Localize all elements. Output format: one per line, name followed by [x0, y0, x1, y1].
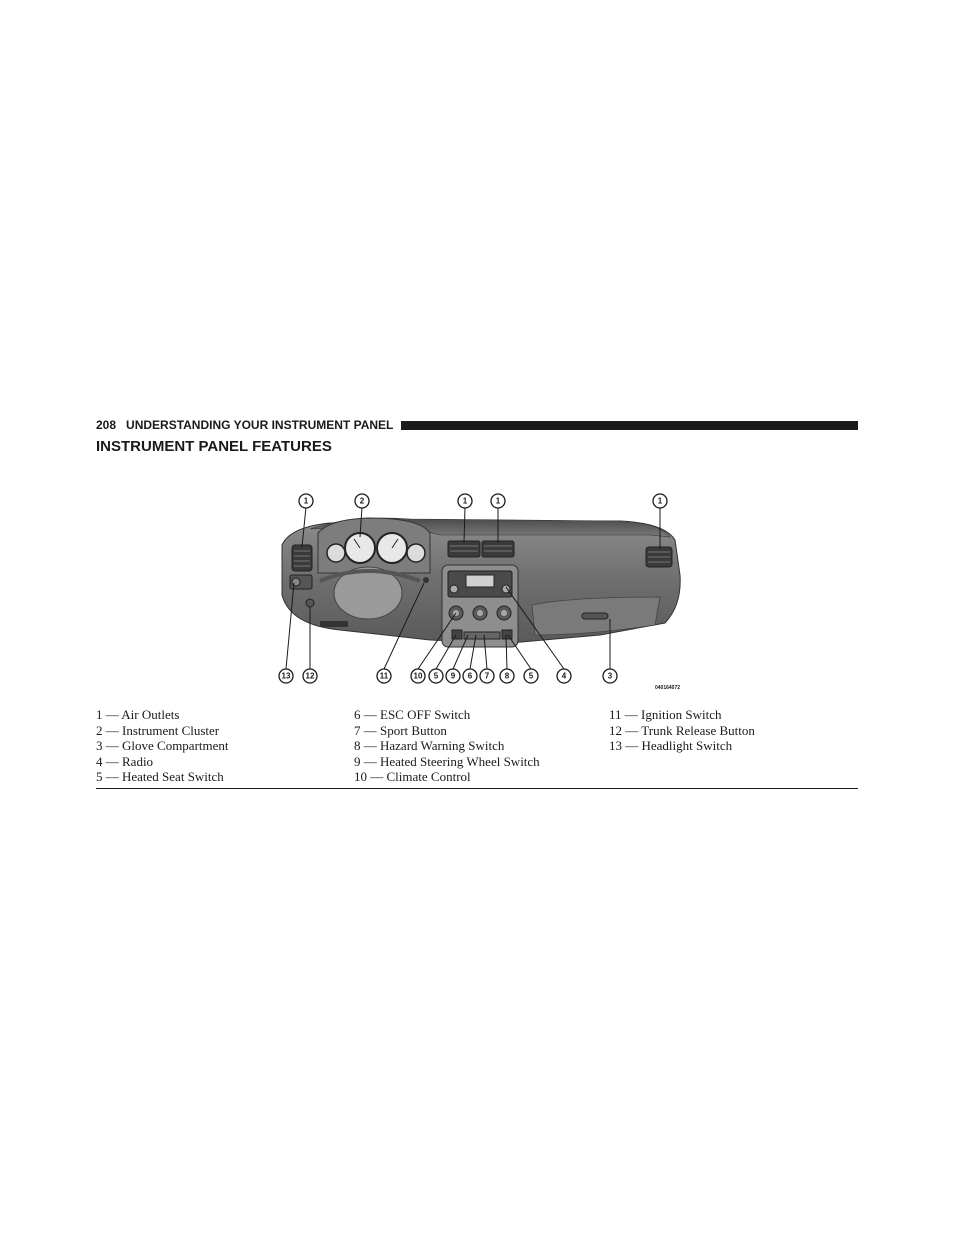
legend-item: 12 — Trunk Release Button [609, 722, 755, 738]
legend-item: 10 — Climate Control [354, 769, 471, 784]
callout-top-2 [355, 494, 369, 508]
legend-item: 9 — Heated Steering Wheel Switch [354, 753, 540, 769]
svg-text:6: 6 [467, 671, 473, 681]
legend-bottom-rule [96, 788, 858, 789]
callout-bottom-9 [500, 669, 514, 683]
legend-column-1 [96, 707, 229, 785]
image-code: 040164072 [655, 685, 681, 691]
dashboard-drawing [270, 485, 700, 700]
legend-item: 7 — Sport Button [354, 722, 447, 738]
legend-column-2 [354, 707, 540, 785]
callout-bottom-5 [429, 669, 443, 683]
svg-text:13: 13 [281, 671, 291, 681]
svg-text:3: 3 [607, 671, 613, 681]
legend-item: 5 — Heated Seat Switch [96, 769, 224, 784]
legend-item: 2 — Instrument Cluster [96, 722, 220, 738]
callout-bottom-3 [377, 669, 391, 683]
svg-text:1: 1 [462, 496, 468, 506]
legend-column-3 [609, 707, 755, 754]
svg-text:8: 8 [504, 671, 510, 681]
callout-bottom-1 [279, 669, 293, 683]
callout-top-1 [299, 494, 313, 508]
svg-text:1: 1 [303, 496, 309, 506]
legend-item: 11 — Ignition Switch [609, 707, 722, 722]
page-number: 208 [96, 418, 117, 432]
callout-bottom-7 [463, 669, 477, 683]
callout-top-3 [458, 494, 472, 508]
svg-text:7: 7 [484, 671, 490, 681]
header-rule [401, 421, 858, 430]
callout-top-4 [491, 494, 505, 508]
svg-text:5: 5 [433, 671, 439, 681]
legend-item: 3 — Glove Compartment [96, 738, 229, 753]
svg-text:10: 10 [413, 671, 423, 681]
svg-text:5: 5 [528, 671, 534, 681]
legend-item: 8 — Hazard Warning Switch [354, 738, 505, 753]
svg-text:2: 2 [359, 496, 365, 506]
legend-item: 6 — ESC OFF Switch [354, 707, 471, 722]
callout-bottom-6 [446, 669, 460, 683]
page-header [96, 417, 858, 433]
legend [96, 707, 858, 787]
callout-bottom-11 [557, 669, 571, 683]
page-title: INSTRUMENT PANEL FEATURES [96, 438, 332, 455]
callout-top-5 [653, 494, 667, 508]
svg-text:11: 11 [379, 671, 389, 681]
svg-text:4: 4 [561, 671, 567, 681]
instrument-panel-illustration [270, 485, 700, 700]
svg-text:9: 9 [450, 671, 456, 681]
svg-text:1: 1 [657, 496, 663, 506]
legend-item: 13 — Headlight Switch [609, 738, 733, 753]
section-title: UNDERSTANDING YOUR INSTRUMENT PANEL [126, 418, 394, 432]
svg-text:12: 12 [305, 671, 315, 681]
callout-bottom-2 [303, 669, 317, 683]
callout-bottom-12 [603, 669, 617, 683]
legend-item: 1 — Air Outlets [96, 707, 180, 722]
callout-bottom-4 [411, 669, 425, 683]
svg-text:1: 1 [495, 496, 501, 506]
callout-bottom-10 [524, 669, 538, 683]
legend-item: 4 — Radio [96, 753, 154, 769]
callout-bottom-8 [480, 669, 494, 683]
